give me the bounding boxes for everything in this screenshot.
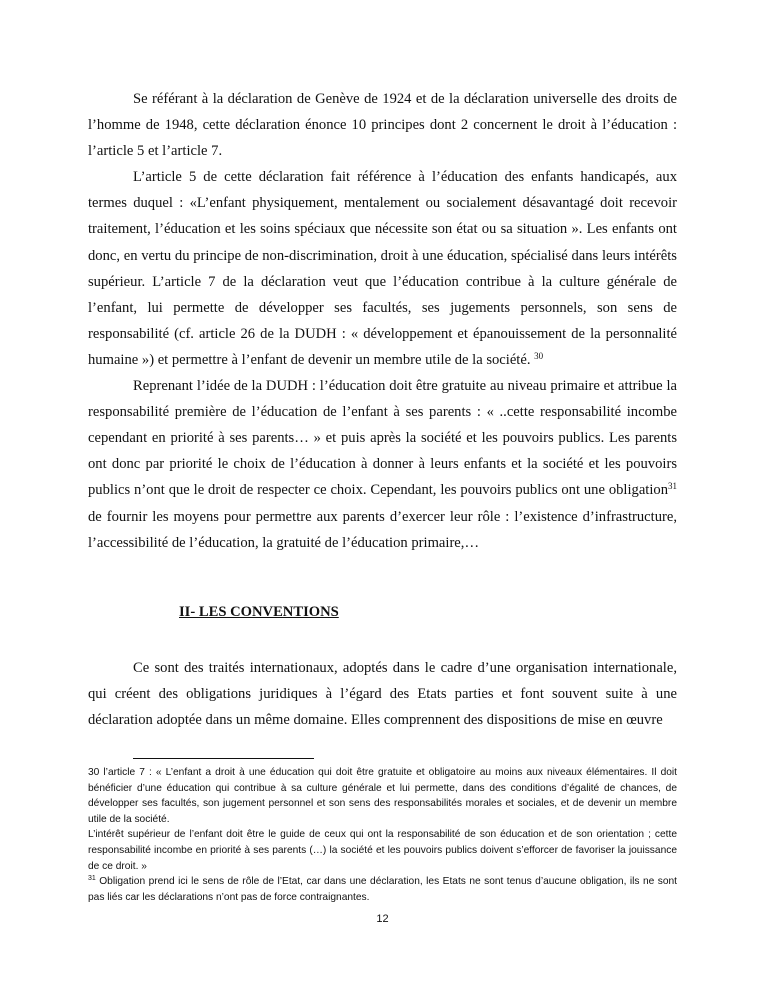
footnote-ref-31: 31 [668, 481, 677, 492]
body-text-continued [88, 655, 677, 733]
paragraph-3-text-a: Reprenant l’idée de la DUDH : l’éducation doit être gratuite au niveau primaire et attribue la responsabilité première de l’éducation de l’enfant à ses parents : « ..cette responsabilité incombe cependant en priorité à ses parents… » et puis après la société et les pouvoirs publics. Les parents ont donc par priorité le choix de l’éducation à donner à leurs enfants et la société et les pouvoirs publics n’ont que le droit de respecter ce choix. Cependant, les pouvoirs publics ont une obligation [88, 378, 677, 499]
footnote-31-text: Obligation prend ici le sens de rôle de l’Etat, car dans une déclaration, les Etats ne sont tenus d’aucune obligation, ils ne sont pas liés car les déclarations n’ont pas de force contraignantes. [88, 876, 677, 903]
paragraph-2 [88, 164, 677, 373]
footnote-31 [88, 874, 677, 905]
footnote-30-part-1: 30 l’article 7 : « L’enfant a droit à une éducation qui doit être gratuite et obligatoire au moins aux niveaux élémentaires. Il doit bénéficier d’une éducation qui contribue à sa culture générale et lui permette, dans des conditions d’égalité de chances, de développer ses facultés, son jugement personnel et son sens des responsabilités morales et sociales, et de devenir un membre utile de la société. [88, 767, 677, 825]
paragraph-3 [88, 373, 677, 556]
footnote-ref-30: 30 [534, 350, 544, 361]
page-number: 12 [376, 913, 389, 925]
footnotes [88, 765, 677, 905]
footnote-separator [133, 758, 314, 759]
section-heading: II- LES CONVENTIONS [179, 604, 339, 620]
paragraph-2-text: L’article 5 de cette déclaration fait référence à l’éducation des enfants handicapés, aux termes duquel : «L’enfant physiquement, mentalement ou socialement désavantagé doit recevoir traitement, l’éducation et les soins spéciaux que nécessite son état ou sa situation ». Les enfants ont donc, en vertu du principe de non-discrimination, droit à une éducation, spécialisé dans leurs intérêts supérieur. L’article 7 de la déclaration veut que l’éducation contribue à la culture générale de l’enfant, lui permette de développer ses facultés, ses jugements personnels, son sens de responsabilité (cf. article 26 de la DUDH : « développement et épanouissement de la personnalité humaine ») et permettre à l’enfant de devenir un membre utile de la société. [88, 169, 677, 368]
paragraph-1: Se référant à la déclaration de Genève de 1924 et de la déclaration universelle des droits de l’homme de 1948, cette déclaration énonce 10 principes dont 2 concernent le droit à l’éducation : l’article 5 et l’article 7. [88, 91, 677, 160]
body-text [88, 86, 677, 556]
footnote-30-part-2: L’intérêt supérieur de l’enfant doit être le guide de ceux qui ont la responsabilité de son éducation et de son orientation ; cette responsabilité incombe en priorité à ses parents (…) la société et les pouvoirs publics doivent s’efforcer de favoriser la jouissance de ce droit. » [88, 829, 677, 872]
paragraph-3-text-b: de fournir les moyens pour permettre aux parents d’exercer leur rôle : l’existence d’infrastructure, l’accessibilité de l’éducation, la gratuité de l’éducation primaire,… [88, 508, 677, 551]
footnote-31-number: 31 [88, 875, 96, 883]
paragraph-4: Ce sont des traités internationaux, adoptés dans le cadre d’une organisation internationale, qui créent des obligations juridiques à l’égard des Etats parties et font souvent suite à une déclaration adoptée dans un même domaine. Elles comprennent des dispositions de mise en œuvre [88, 660, 677, 729]
